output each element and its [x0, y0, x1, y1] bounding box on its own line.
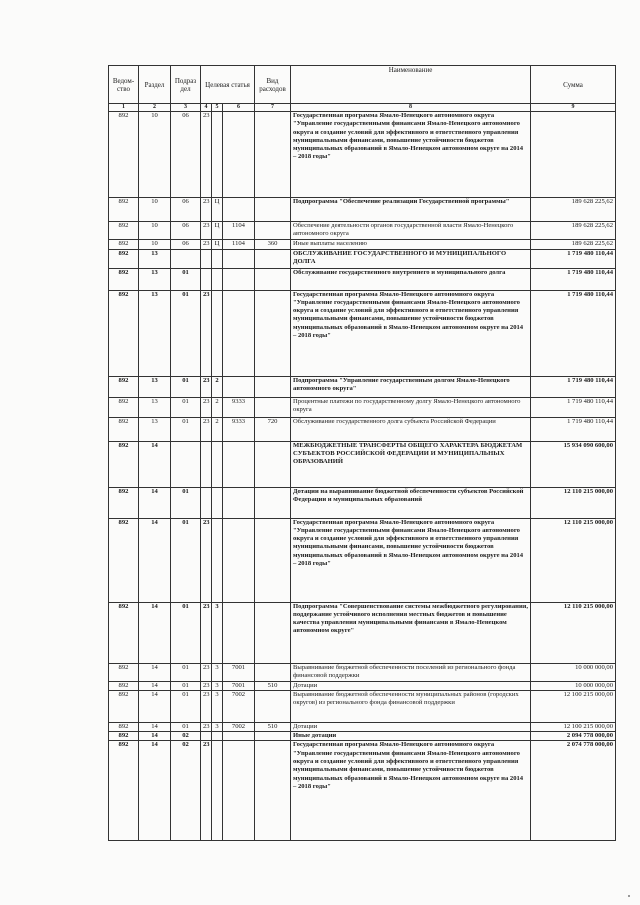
col-number: 9 — [531, 104, 616, 112]
cell-target-2 — [212, 741, 223, 841]
cell-razdel: 10 — [139, 239, 171, 249]
header-sum: Сумма — [531, 66, 616, 104]
table-row — [109, 732, 616, 741]
cell-vid — [255, 222, 291, 240]
cell-target-1: 23 — [201, 239, 212, 249]
cell-razdel: 10 — [139, 222, 171, 240]
cell-podrazdel: 01 — [171, 397, 201, 417]
header-name: Наименование — [291, 66, 531, 104]
cell-vedomstvo: 892 — [109, 741, 139, 841]
table-row — [109, 690, 616, 722]
cell-target-3: 7002 — [223, 722, 255, 731]
cell-vedomstvo: 892 — [109, 268, 139, 290]
cell-target-1 — [201, 487, 212, 518]
cell-target-3: 7001 — [223, 663, 255, 681]
col-number: 3 — [171, 104, 201, 112]
cell-vedomstvo: 892 — [109, 112, 139, 198]
cell-sum: 1 719 480 110,44 — [531, 376, 616, 397]
cell-target-3 — [223, 249, 255, 268]
cell-podrazdel: 01 — [171, 487, 201, 518]
header-vid: Вид расходов — [255, 66, 291, 104]
col-number: 6 — [223, 104, 255, 112]
table-row — [109, 249, 616, 268]
cell-target-2 — [212, 441, 223, 487]
cell-target-1: 23 — [201, 112, 212, 198]
cell-name: Дотации — [291, 722, 531, 731]
cell-target-2: 3 — [212, 602, 223, 663]
cell-name: Государственная программа Ямало-Ненецкого автономного округа "Управление государственными финансами Ямало-Ненецкого автономного округа и создание условий для эффективного и ответственного управления муниципальными финансами, повышение устойчивости бюджетов муниципальных образований в Ямало-Ненецком автономном округе на 2014 – 2018 годы" — [291, 290, 531, 376]
cell-vedomstvo: 892 — [109, 417, 139, 441]
cell-vid: 510 — [255, 681, 291, 690]
cell-target-1 — [201, 732, 212, 741]
cell-sum: 12 100 215 000,00 — [531, 722, 616, 731]
cell-razdel: 13 — [139, 268, 171, 290]
cell-razdel: 14 — [139, 602, 171, 663]
cell-vedomstvo: 892 — [109, 249, 139, 268]
cell-target-3: 1104 — [223, 239, 255, 249]
cell-target-2: 3 — [212, 722, 223, 731]
cell-vid — [255, 112, 291, 198]
cell-podrazdel: 01 — [171, 290, 201, 376]
cell-vedomstvo: 892 — [109, 518, 139, 602]
cell-target-2 — [212, 249, 223, 268]
cell-sum: 12 110 215 000,00 — [531, 518, 616, 602]
cell-podrazdel: 06 — [171, 198, 201, 222]
cell-podrazdel: 02 — [171, 732, 201, 741]
cell-name: Дотации — [291, 681, 531, 690]
cell-sum: 1 719 480 110,44 — [531, 290, 616, 376]
table-row — [109, 198, 616, 222]
cell-target-1: 23 — [201, 690, 212, 722]
cell-target-2: Ц — [212, 239, 223, 249]
table-row — [109, 441, 616, 487]
cell-razdel: 14 — [139, 487, 171, 518]
cell-podrazdel: 02 — [171, 741, 201, 841]
cell-sum: 2 074 778 000,00 — [531, 741, 616, 841]
cell-target-3: 7001 — [223, 681, 255, 690]
cell-target-3 — [223, 198, 255, 222]
cell-name: Обслуживание государственного внутреннего и муниципального долга — [291, 268, 531, 290]
cell-vedomstvo: 892 — [109, 397, 139, 417]
cell-razdel: 13 — [139, 417, 171, 441]
cell-vid — [255, 397, 291, 417]
cell-target-3 — [223, 376, 255, 397]
cell-sum: 12 100 215 000,00 — [531, 690, 616, 722]
cell-target-3: 7002 — [223, 690, 255, 722]
cell-vid — [255, 198, 291, 222]
col-number: 4 — [201, 104, 212, 112]
cell-sum: 12 110 215 000,00 — [531, 487, 616, 518]
cell-razdel: 14 — [139, 663, 171, 681]
cell-vid: 720 — [255, 417, 291, 441]
cell-vedomstvo: 892 — [109, 222, 139, 240]
cell-target-3 — [223, 290, 255, 376]
cell-vedomstvo: 892 — [109, 487, 139, 518]
col-number: 5 — [212, 104, 223, 112]
cell-razdel: 14 — [139, 722, 171, 731]
header-target: Целевая статья — [201, 66, 255, 104]
cell-target-2: 3 — [212, 690, 223, 722]
cell-target-2 — [212, 290, 223, 376]
cell-sum: 1 719 480 110,44 — [531, 249, 616, 268]
table-row — [109, 239, 616, 249]
cell-podrazdel — [171, 441, 201, 487]
cell-podrazdel: 01 — [171, 602, 201, 663]
cell-vedomstvo: 892 — [109, 239, 139, 249]
cell-name: Подпрограмма "Обеспечение реализации Государственной программы" — [291, 198, 531, 222]
cell-podrazdel: 06 — [171, 112, 201, 198]
cell-target-2 — [212, 112, 223, 198]
cell-vid — [255, 518, 291, 602]
header-podrazdel: Подраз дел — [171, 66, 201, 104]
cell-vedomstvo: 892 — [109, 722, 139, 731]
table-row — [109, 741, 616, 841]
cell-sum: 189 628 225,62 — [531, 239, 616, 249]
cell-vedomstvo: 892 — [109, 663, 139, 681]
cell-target-2: 2 — [212, 376, 223, 397]
cell-name: Подпрограмма "Управление государственным долгом Ямало-Ненецкого автономного округа" — [291, 376, 531, 397]
cell-vedomstvo: 892 — [109, 681, 139, 690]
cell-target-1: 23 — [201, 198, 212, 222]
cell-name: Государственная программа Ямало-Ненецкого автономного округа "Управление государственными финансами Ямало-Ненецкого автономного округа и создание условий для эффективного и ответственного управления муниципальными финансами, повышение устойчивости бюджетов муниципальных образований в Ямало-Ненецком автономном округе на 2014 – 2018 годы" — [291, 741, 531, 841]
cell-podrazdel: 01 — [171, 690, 201, 722]
cell-vid — [255, 487, 291, 518]
cell-sum: 12 110 215 000,00 — [531, 602, 616, 663]
cell-target-3 — [223, 112, 255, 198]
cell-podrazdel: 06 — [171, 222, 201, 240]
cell-vid — [255, 268, 291, 290]
cell-sum: 15 934 090 600,00 — [531, 441, 616, 487]
budget-table — [108, 65, 616, 841]
table-row — [109, 663, 616, 681]
cell-target-1: 23 — [201, 681, 212, 690]
cell-sum: 1 719 480 110,44 — [531, 397, 616, 417]
cell-vid: 360 — [255, 239, 291, 249]
cell-vid — [255, 741, 291, 841]
cell-vedomstvo: 892 — [109, 602, 139, 663]
cell-target-2: 3 — [212, 663, 223, 681]
cell-podrazdel: 01 — [171, 376, 201, 397]
cell-target-1: 23 — [201, 663, 212, 681]
header-vedomstvo: Ведом-ство — [109, 66, 139, 104]
cell-sum: 189 628 225,62 — [531, 198, 616, 222]
cell-name: Процентные платежи по государственному долгу Ямало-Ненецкого автономного округа — [291, 397, 531, 417]
cell-name: Государственная программа Ямало-Ненецкого автономного округа "Управление государственными финансами Ямало-Ненецкого автономного округа и создание условий для эффективного и ответственного управления муниципальными финансами, повышение устойчивости бюджетов муниципальных образований в Ямало-Ненецком автономном округе на 2014 – 2018 годы" — [291, 112, 531, 198]
table-row — [109, 681, 616, 690]
cell-target-3 — [223, 741, 255, 841]
cell-sum: 10 000 000,00 — [531, 663, 616, 681]
cell-vid — [255, 441, 291, 487]
cell-name: МЕЖБЮДЖЕТНЫЕ ТРАНСФЕРТЫ ОБЩЕГО ХАРАКТЕРА БЮДЖЕТАМ СУБЪЕКТОВ РОССИЙСКОЙ ФЕДЕРАЦИИ И МУНИЦИПАЛЬНЫХ ОБРАЗОВАНИЙ — [291, 441, 531, 487]
cell-vid — [255, 290, 291, 376]
cell-target-1: 23 — [201, 376, 212, 397]
cell-sum: 1 719 480 110,44 — [531, 268, 616, 290]
cell-vid — [255, 249, 291, 268]
cell-target-3 — [223, 732, 255, 741]
cell-razdel: 14 — [139, 690, 171, 722]
cell-podrazdel: 01 — [171, 268, 201, 290]
cell-target-1: 23 — [201, 722, 212, 731]
cell-vedomstvo: 892 — [109, 441, 139, 487]
table-row — [109, 376, 616, 397]
cell-vedomstvo: 892 — [109, 732, 139, 741]
cell-vid — [255, 376, 291, 397]
cell-name: Дотации на выравнивание бюджетной обеспеченности субъектов Российской Федерации и муниципальных образований — [291, 487, 531, 518]
cell-podrazdel: 01 — [171, 518, 201, 602]
table-row — [109, 417, 616, 441]
cell-podrazdel: 01 — [171, 722, 201, 731]
cell-podrazdel — [171, 249, 201, 268]
cell-name: ОБСЛУЖИВАНИЕ ГОСУДАРСТВЕННОГО И МУНИЦИПАЛЬНОГО ДОЛГА — [291, 249, 531, 268]
cell-target-1: 23 — [201, 518, 212, 602]
col-number: 2 — [139, 104, 171, 112]
cell-razdel: 13 — [139, 397, 171, 417]
cell-razdel: 14 — [139, 732, 171, 741]
cell-vedomstvo: 892 — [109, 690, 139, 722]
cell-target-3 — [223, 268, 255, 290]
cell-target-2: 3 — [212, 681, 223, 690]
cell-target-2 — [212, 732, 223, 741]
cell-target-1: 23 — [201, 290, 212, 376]
table-row — [109, 290, 616, 376]
cell-target-2: Ц — [212, 198, 223, 222]
cell-target-2 — [212, 268, 223, 290]
cell-name: Обеспечение деятельности органов государственной власти Ямало-Ненецкого автономного округа — [291, 222, 531, 240]
cell-target-1: 23 — [201, 602, 212, 663]
table-row — [109, 397, 616, 417]
cell-target-3 — [223, 518, 255, 602]
cell-razdel: 14 — [139, 518, 171, 602]
cell-name: Иные выплаты населению — [291, 239, 531, 249]
cell-podrazdel: 06 — [171, 239, 201, 249]
cell-target-3 — [223, 602, 255, 663]
cell-vid — [255, 663, 291, 681]
cell-razdel: 13 — [139, 290, 171, 376]
cell-name: Государственная программа Ямало-Ненецкого автономного округа "Управление государственными финансами Ямало-Ненецкого автономного округа и создание условий для эффективного и ответственного управления муниципальными финансами, повышение устойчивости бюджетов муниципальных образований в Ямало-Ненецком автономном округе на 2014 – 2018 годы" — [291, 518, 531, 602]
cell-name: Иные дотации — [291, 732, 531, 741]
cell-target-1: 23 — [201, 741, 212, 841]
cell-podrazdel: 01 — [171, 663, 201, 681]
cell-vedomstvo: 892 — [109, 290, 139, 376]
cell-vid — [255, 732, 291, 741]
cell-target-1 — [201, 441, 212, 487]
cell-vid — [255, 690, 291, 722]
cell-vid — [255, 602, 291, 663]
table-body — [109, 112, 616, 841]
cell-sum: 2 094 778 000,00 — [531, 732, 616, 741]
cell-razdel: 13 — [139, 376, 171, 397]
cell-target-2 — [212, 487, 223, 518]
cell-vedomstvo: 892 — [109, 198, 139, 222]
cell-sum: 10 000 000,00 — [531, 681, 616, 690]
cell-target-3 — [223, 487, 255, 518]
col-number: 7 — [255, 104, 291, 112]
cell-sum: 1 719 480 110,44 — [531, 417, 616, 441]
col-number: 8 — [291, 104, 531, 112]
cell-target-1 — [201, 268, 212, 290]
cell-target-1 — [201, 249, 212, 268]
cell-razdel: 14 — [139, 441, 171, 487]
table-row — [109, 518, 616, 602]
cell-target-3: 1104 — [223, 222, 255, 240]
cell-name: Обслуживание государственного долга субъекта Российской Федерации — [291, 417, 531, 441]
table-row — [109, 222, 616, 240]
cell-target-1: 23 — [201, 397, 212, 417]
cell-razdel: 14 — [139, 741, 171, 841]
cell-razdel: 13 — [139, 249, 171, 268]
table-row — [109, 722, 616, 731]
cell-sum: 189 628 225,62 — [531, 222, 616, 240]
cell-target-2 — [212, 518, 223, 602]
cell-target-3: 9333 — [223, 417, 255, 441]
table-row — [109, 602, 616, 663]
cell-vedomstvo: 892 — [109, 376, 139, 397]
table-row — [109, 268, 616, 290]
cell-vid: 510 — [255, 722, 291, 731]
cell-target-1: 23 — [201, 222, 212, 240]
scan-mark — [628, 895, 630, 897]
cell-target-2: Ц — [212, 222, 223, 240]
cell-target-2: 2 — [212, 417, 223, 441]
cell-target-1: 23 — [201, 417, 212, 441]
cell-podrazdel: 01 — [171, 417, 201, 441]
cell-target-3 — [223, 441, 255, 487]
cell-sum — [531, 112, 616, 198]
cell-target-3: 9333 — [223, 397, 255, 417]
cell-razdel: 14 — [139, 681, 171, 690]
header-razdel: Раздел — [139, 66, 171, 104]
table-row — [109, 487, 616, 518]
cell-name: Выравнивание бюджетной обеспеченности поселений из регионального фонда финансовой поддержки — [291, 663, 531, 681]
cell-razdel: 10 — [139, 112, 171, 198]
col-number: 1 — [109, 104, 139, 112]
table-row — [109, 112, 616, 198]
cell-name: Выравнивание бюджетной обеспеченности муниципальных районов (городских округов) из регионального фонда финансовой поддержки — [291, 690, 531, 722]
cell-razdel: 10 — [139, 198, 171, 222]
cell-target-2: 2 — [212, 397, 223, 417]
cell-name: Подпрограмма "Совершенствование системы межбюджетного регулирования, поддержание устойчивого исполнения местных бюджетов и повышение качества управления муниципальными финансами в Ямало-Ненецком автономном округе" — [291, 602, 531, 663]
cell-podrazdel: 01 — [171, 681, 201, 690]
